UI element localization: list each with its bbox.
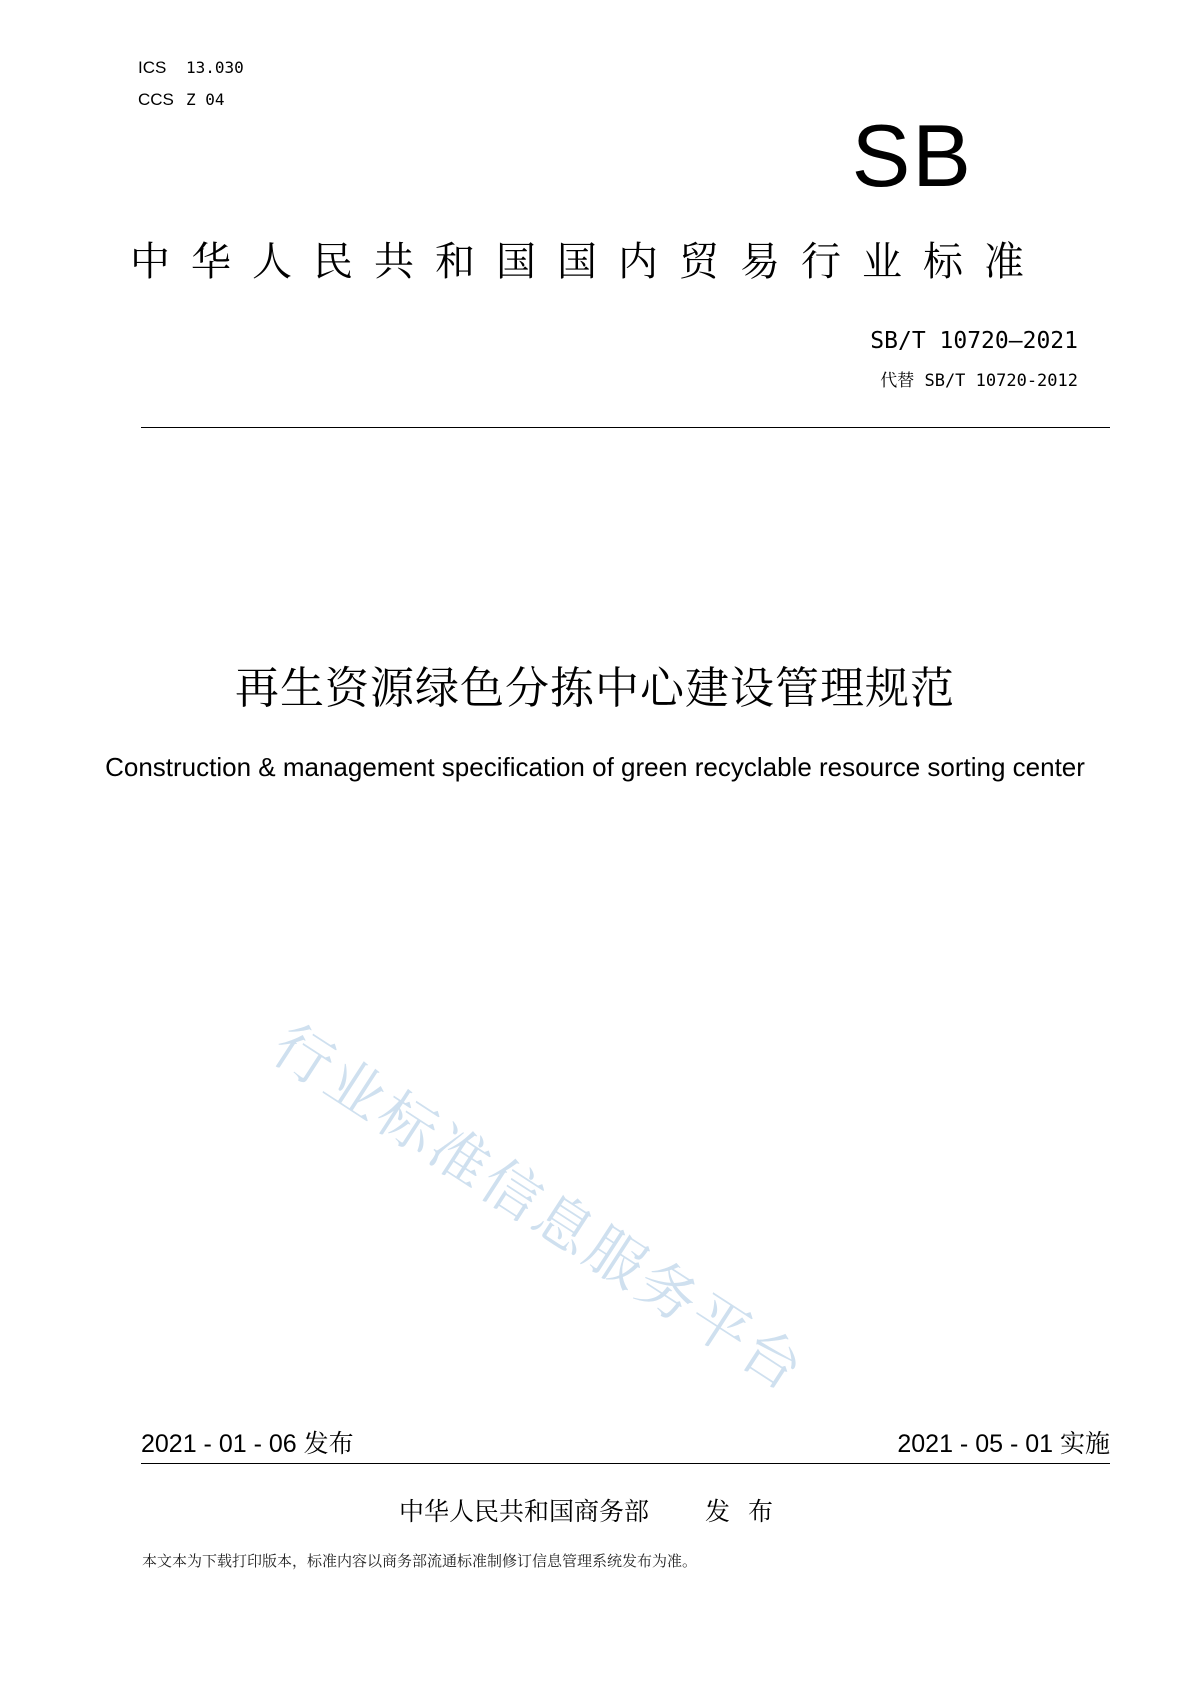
release-date: 2021 - 01 - 06	[141, 1430, 297, 1458]
document-title-en: Construction & management specification of green recyclable resource sorting center	[105, 752, 1085, 782]
ics-value: 13.030	[186, 58, 244, 77]
standard-number: SB/T 10720—2021	[870, 328, 1078, 354]
ccs-value: Z 04	[186, 90, 225, 109]
download-footnote: 本文本为下载打印版本，标准内容以商务部流通标准制修订信息管理系统发布为准。	[142, 1552, 698, 1570]
ics-code	[138, 58, 244, 78]
ccs-label: CCS	[138, 90, 174, 109]
header-divider	[141, 427, 1110, 428]
sb-logo: SB	[851, 106, 973, 205]
release-date-line	[141, 1424, 354, 1460]
watermark: 行业标准信息服务平台	[260, 1010, 818, 1406]
replaces-standard: 代替 SB/T 10720-2012	[880, 371, 1078, 391]
ccs-code	[138, 90, 225, 110]
issuer-verb: 发布	[705, 1497, 792, 1526]
implementation-date: 2021 - 05 - 01	[897, 1430, 1054, 1458]
issuer-name: 中华人民共和国商务部	[398, 1497, 649, 1526]
issuer-line	[0, 1492, 1190, 1528]
standard-category: 中华人民共和国国内贸易行业标准	[130, 239, 1045, 285]
release-label: 发布	[303, 1429, 354, 1458]
footer-divider	[141, 1463, 1110, 1464]
implementation-date-line	[897, 1424, 1110, 1460]
document-title-zh: 再生资源绿色分拣中心建设管理规范	[235, 663, 955, 714]
implementation-label: 实施	[1059, 1429, 1110, 1458]
ics-label: ICS	[138, 58, 167, 77]
